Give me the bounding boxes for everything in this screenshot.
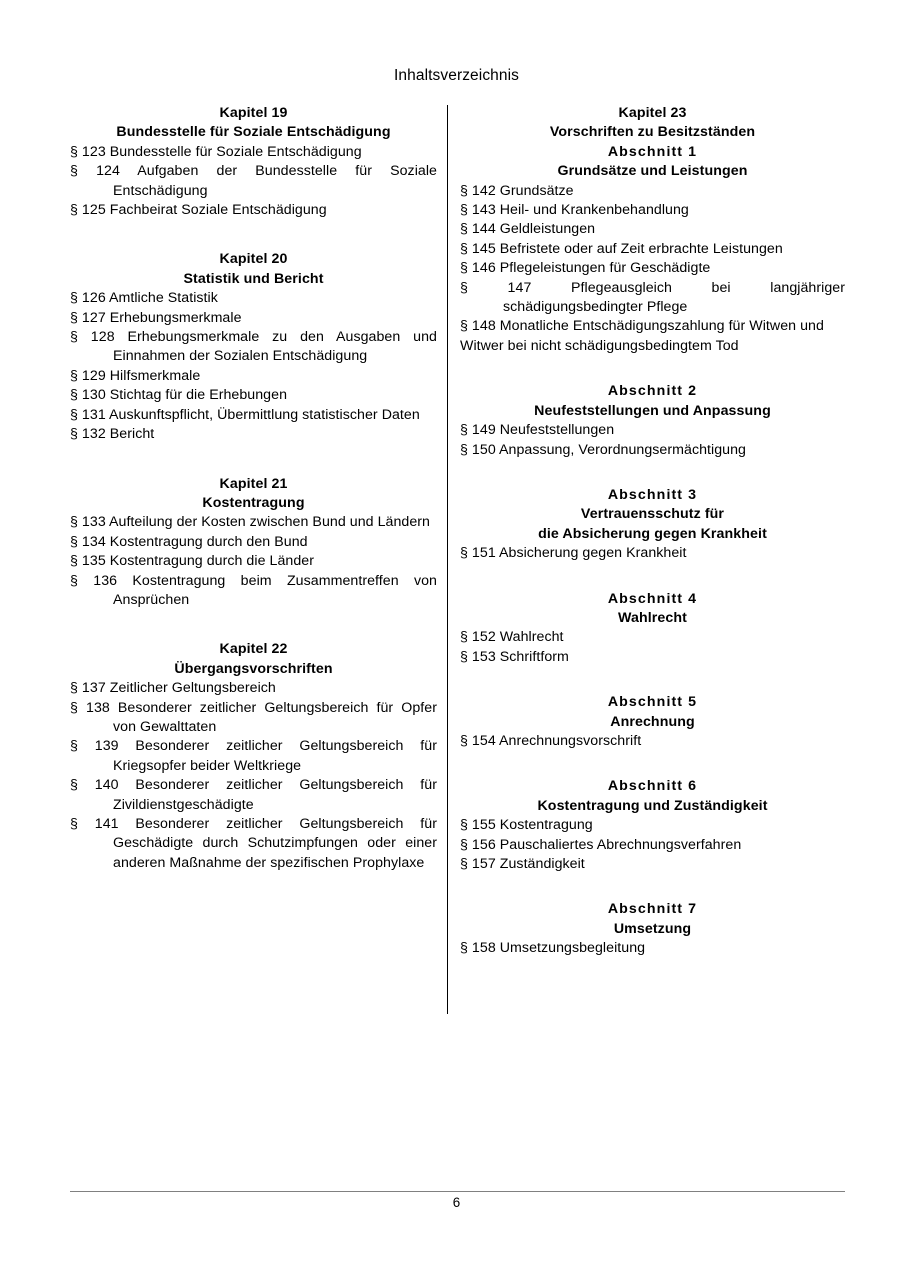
section-number: § 129 (70, 367, 106, 384)
section-title: Geldleistungen (499, 221, 596, 238)
section-number: § 127 (70, 309, 106, 326)
section-number: § 136 (70, 572, 118, 589)
heading-abschnitt-3 (460, 486, 845, 544)
toc-entry[interactable] (460, 939, 845, 958)
spacer (460, 874, 845, 900)
section-number: § 152 (460, 629, 496, 646)
toc-entry[interactable] (460, 240, 845, 259)
section-title: Kostentragung durch die Länder (109, 553, 314, 570)
abschnitt-number: Abschnitt 1 (607, 143, 698, 160)
section-number: § 135 (70, 553, 106, 570)
section-number: § 158 (460, 940, 496, 957)
abschnitt-title: Anrechnung (610, 713, 695, 730)
abschnitt-title-line-2: die Absicherung gegen Krankheit (538, 525, 767, 542)
section-title: Schriftform (499, 648, 569, 665)
toc-entry[interactable] (70, 143, 437, 162)
section-number: § 147 (460, 279, 532, 296)
toc-entry[interactable] (70, 513, 437, 532)
toc-entry[interactable] (70, 425, 437, 444)
section-number: § 151 (460, 545, 496, 562)
toc-entry[interactable] (70, 201, 437, 220)
kapitel-title: Bundesstelle für Soziale Entschädigung (116, 124, 391, 141)
kapitel-title: Statistik und Bericht (183, 270, 324, 287)
section-title: Wahlrecht (499, 629, 564, 646)
abschnitt-title-line-1: Vertrauensschutz für (580, 506, 725, 523)
toc-entry[interactable] (460, 220, 845, 239)
toc-entry[interactable] (70, 776, 437, 815)
section-number: § 148 (460, 318, 496, 335)
spacer (70, 220, 437, 250)
section-number: § 139 (70, 738, 119, 755)
section-title: Aufteilung der Kosten zwischen Bund und Ländern (108, 514, 430, 531)
section-title: Heil- und Krankenbehandlung (499, 202, 689, 219)
section-number: § 146 (460, 260, 496, 277)
section-title: Besonderer zeitlicher Geltungsbereich für Kriegsopfer beider Weltkriege (113, 738, 437, 774)
section-title: Kostentragung beim Zusammentreffen von Ansprüchen (113, 572, 437, 608)
section-title: Erhebungsmerkmale (109, 309, 242, 326)
section-title: Pauschaliertes Abrechnungsverfahren (499, 836, 742, 853)
abschnitt-number: Abschnitt 3 (607, 486, 698, 503)
toc-entry[interactable] (460, 317, 845, 356)
section-number: § 142 (460, 182, 496, 199)
kapitel-title: Vorschriften zu Besitzständen (549, 124, 756, 141)
section-number: § 133 (70, 514, 106, 531)
toc-entry[interactable] (70, 162, 437, 201)
section-title: Umsetzungsbegleitung (499, 940, 646, 957)
section-title: Befristete oder auf Zeit erbrachte Leistungen (499, 240, 783, 257)
section-number: § 132 (70, 426, 106, 443)
section-title: Grundsätze (499, 182, 574, 199)
toc-entry[interactable] (460, 201, 845, 220)
heading-kapitel-22 (70, 640, 437, 679)
section-number: § 131 (70, 406, 106, 423)
heading-abschnitt-4 (460, 590, 845, 629)
section-title: Kostentragung (499, 817, 593, 834)
section-number: § 124 (70, 163, 120, 180)
toc-entry[interactable] (460, 279, 845, 318)
toc-entry[interactable] (70, 737, 437, 776)
section-number: § 138 (70, 699, 110, 716)
heading-kapitel-20 (70, 250, 437, 289)
page-number: 6 (452, 1195, 461, 1210)
spacer (70, 610, 437, 640)
section-title: Fachbeirat Soziale Entschädigung (109, 202, 327, 219)
section-number: § 125 (70, 202, 106, 219)
heading-abschnitt-6 (460, 777, 845, 816)
toc-entry[interactable] (70, 699, 437, 738)
spacer (460, 356, 845, 382)
heading-abschnitt-1 (460, 143, 845, 182)
toc-columns (70, 104, 845, 1014)
page-title: Inhaltsverzeichnis (394, 67, 519, 84)
kapitel-number: Kapitel 23 (618, 105, 687, 121)
heading-abschnitt-2 (460, 382, 845, 421)
section-title: Hilfsmerkmale (109, 367, 201, 384)
toc-entry[interactable] (70, 367, 437, 386)
toc-entry[interactable] (70, 386, 437, 405)
toc-entry[interactable] (70, 815, 437, 873)
toc-entry[interactable] (460, 732, 845, 751)
section-number: § 141 (70, 816, 119, 832)
section-number: § 140 (70, 777, 119, 794)
toc-right-column (448, 104, 845, 959)
toc-entry[interactable] (460, 816, 845, 835)
toc-entry[interactable] (70, 309, 437, 328)
toc-entry[interactable] (70, 572, 437, 611)
section-number: § 150 (460, 441, 496, 458)
heading-kapitel-21 (70, 475, 437, 514)
abschnitt-title: Neufeststellungen und Anpassung (534, 402, 771, 419)
section-number: § 128 (70, 329, 115, 346)
spacer (460, 667, 845, 693)
footer-divider (70, 1191, 845, 1192)
section-title: Bericht (109, 426, 155, 443)
section-number: § 155 (460, 817, 496, 834)
abschnitt-number: Abschnitt 4 (607, 590, 698, 607)
toc-entry[interactable] (70, 328, 437, 367)
toc-entry[interactable] (70, 552, 437, 571)
toc-entry[interactable] (460, 648, 845, 667)
section-title: Neufeststellungen (499, 422, 615, 439)
kapitel-title: Übergangsvorschriften (174, 660, 333, 677)
section-number: § 149 (460, 422, 496, 439)
section-title: Zeitlicher Geltungsbereich (109, 680, 276, 697)
section-number: § 157 (460, 856, 496, 872)
abschnitt-number: Abschnitt 5 (607, 694, 698, 711)
section-title: Monatliche Entschädigungszahlung für Witwen und Witwer bei nicht schädigungsbedingtem Tod (460, 318, 824, 354)
section-number: § 126 (70, 290, 106, 307)
section-title: Amtliche Statistik (108, 290, 218, 307)
spacer (70, 445, 437, 475)
section-title: Anpassung, Verordnungsermächtigung (498, 441, 746, 458)
heading-abschnitt-7 (460, 900, 845, 939)
heading-abschnitt-5 (460, 693, 845, 732)
section-title: Absicherung gegen Krankheit (498, 545, 687, 562)
section-title: Zuständigkeit (499, 856, 585, 872)
section-number: § 143 (460, 202, 496, 219)
toc-entry[interactable] (70, 289, 437, 308)
section-title: Besonderer zeitlicher Geltungsbereich für Zivildienstgeschädigte (113, 777, 437, 813)
spacer (460, 751, 845, 777)
heading-kapitel-19 (70, 104, 437, 143)
section-title: Erhebungsmerkmale zu den Ausgaben und Einnahmen der Sozialen Entschädigung (113, 329, 437, 365)
section-title: Auskunftspflicht, Übermittlung statistischer Daten (108, 406, 420, 423)
section-number: § 144 (460, 221, 496, 238)
spacer (460, 564, 845, 590)
section-number: § 134 (70, 533, 106, 550)
section-number: § 153 (460, 648, 496, 665)
section-number: § 130 (70, 387, 106, 404)
abschnitt-title: Grundsätze und Leistungen (557, 163, 748, 180)
section-number: § 137 (70, 680, 106, 697)
section-number: § 145 (460, 240, 496, 257)
kapitel-title: Kostentragung (202, 494, 305, 511)
section-title: Pflegeausgleich bei langjähriger schädigungsbedingter Pflege (503, 279, 845, 316)
toc-entry[interactable] (460, 421, 845, 440)
section-number: § 156 (460, 836, 496, 853)
abschnitt-number: Abschnitt 7 (607, 901, 698, 918)
abschnitt-number: Abschnitt 2 (607, 383, 698, 400)
toc-entry[interactable] (70, 406, 437, 425)
kapitel-number: Kapitel 20 (219, 251, 288, 268)
section-number: § 154 (460, 732, 496, 749)
heading-kapitel-23 (460, 104, 845, 143)
toc-entry[interactable] (460, 441, 845, 460)
section-title: Bundesstelle für Soziale Entschädigung (109, 143, 362, 160)
kapitel-number: Kapitel 19 (219, 105, 288, 121)
toc-entry[interactable] (70, 533, 437, 552)
toc-entry[interactable] (460, 855, 845, 874)
kapitel-number: Kapitel 21 (219, 475, 288, 492)
toc-entry[interactable] (460, 544, 845, 563)
abschnitt-title: Umsetzung (613, 920, 692, 937)
spacer (460, 460, 845, 486)
kapitel-number: Kapitel 22 (219, 641, 288, 658)
section-title: Besonderer zeitlicher Geltungsbereich für Opfer von Gewalttaten (113, 699, 437, 735)
toc-entry[interactable] (460, 836, 845, 855)
section-title: Stichtag für die Erhebungen (109, 387, 288, 404)
abschnitt-number: Abschnitt 6 (607, 778, 698, 795)
toc-left-column (70, 104, 447, 873)
toc-entry[interactable] (70, 679, 437, 698)
section-title: Aufgaben der Bundesstelle für Soziale Entschädigung (113, 163, 437, 199)
section-title: Kostentragung durch den Bund (109, 533, 308, 550)
toc-entry[interactable] (460, 182, 845, 201)
section-title: Pflegeleistungen für Geschädigte (499, 260, 711, 277)
toc-entry[interactable] (460, 628, 845, 647)
toc-entry[interactable] (460, 259, 845, 278)
abschnitt-title: Wahlrecht (618, 609, 687, 626)
section-title: Anrechnungsvorschrift (498, 732, 642, 749)
section-title: Besonderer zeitlicher Geltungsbereich für Geschädigte durch Schutzimpfungen oder einer anderen Maßnahme der spezifischen Prophylaxe (113, 816, 437, 871)
abschnitt-title: Kostentragung und Zuständigkeit (537, 797, 768, 814)
section-number: § 123 (70, 143, 106, 160)
